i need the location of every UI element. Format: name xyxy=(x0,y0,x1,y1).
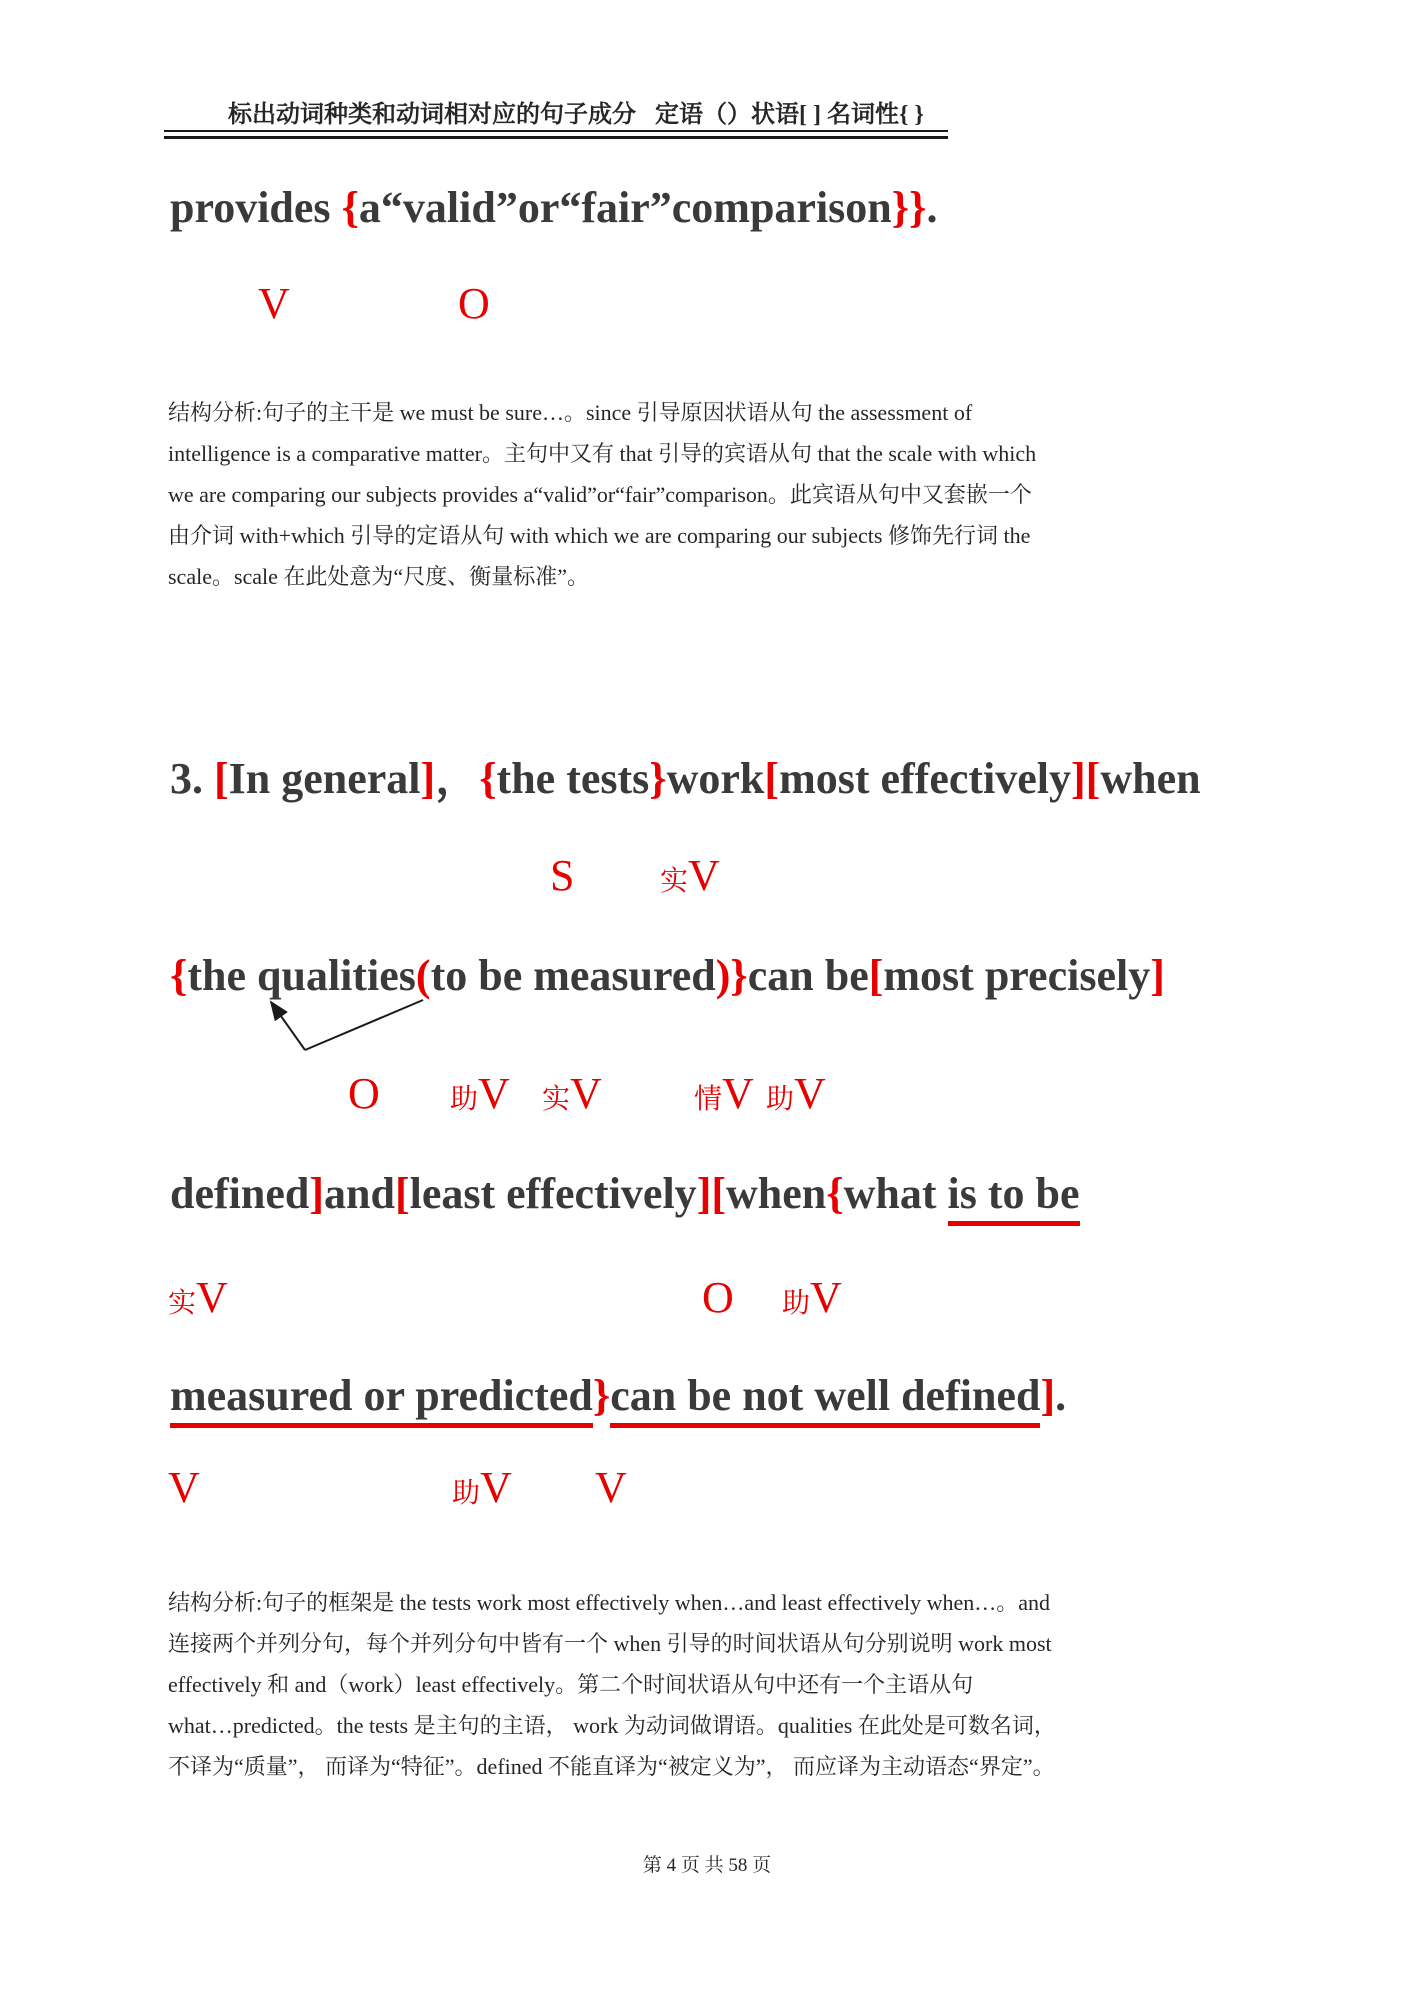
grammar-bracket-mark: [ xyxy=(394,1169,410,1218)
sentence3-line4 xyxy=(170,1370,1066,1421)
grammar-bracket-mark: } xyxy=(730,951,748,1000)
analysis-line: 由介词 with+which 引导的定语从句 with which we are comparing our subjects 修饰先行词 the xyxy=(168,523,1031,548)
sentence-text: least effectively xyxy=(409,1169,697,1218)
grammar-bracket-mark: ] xyxy=(1071,754,1086,803)
grammar-bracket-mark: ] xyxy=(420,754,436,803)
grammar-bracket-mark: [ xyxy=(764,754,780,803)
grammar-bracket-mark: } xyxy=(592,1371,611,1420)
header-legend: 定语（）状语[ ] 名词性{ } xyxy=(655,102,924,128)
label-letter: O xyxy=(348,1069,380,1118)
label-letter: V xyxy=(258,279,290,328)
label-letter: V xyxy=(794,1069,826,1118)
grammar-bracket-mark: { xyxy=(341,183,359,232)
label-letter: V xyxy=(570,1069,602,1118)
label-letter: V xyxy=(168,1463,200,1512)
sentence2-analysis-paragraph xyxy=(168,392,1263,597)
sentence-text: can be xyxy=(747,951,869,1000)
sentence-text: provides xyxy=(170,183,342,232)
analysis-line: what…predicted。the tests 是主句的主语， work 为动词做谓语。qualities 在此处是可数名词， xyxy=(168,1713,1056,1738)
sentence-text: ， xyxy=(435,754,480,803)
analysis-line: intelligence is a comparative matter。主句中又有 that 引导的宾语从句 that the scale with which xyxy=(168,441,1037,466)
sentence3-labels-row1 xyxy=(0,850,1414,908)
grammar-role-label xyxy=(450,1068,510,1119)
sentence-text: a“valid”or“fair”comparison xyxy=(358,183,892,232)
sentence-text: work xyxy=(666,754,765,803)
sentence-text: most effectively xyxy=(779,754,1072,803)
label-chinese-prefix: 助 xyxy=(450,1084,479,1115)
label-letter: V xyxy=(810,1273,842,1322)
label-chinese-prefix: 情 xyxy=(694,1084,723,1115)
label-letter: O xyxy=(458,279,490,328)
grammar-role-label xyxy=(595,1462,627,1513)
analysis-line: 结构分析:句子的框架是 the tests work most effectively when…and least effectively when…。and xyxy=(168,1590,1051,1615)
sentence-text: to be measured xyxy=(430,951,716,1000)
grammar-role-label xyxy=(694,1068,754,1119)
grammar-role-label xyxy=(258,278,290,329)
label-letter: V xyxy=(595,1463,627,1512)
grammar-bracket-mark: } xyxy=(649,754,667,803)
grammar-role-label xyxy=(782,1272,842,1323)
grammar-role-label xyxy=(168,1272,228,1323)
sentence-text: In general xyxy=(228,754,421,803)
grammar-bracket-mark: [ xyxy=(711,1169,726,1218)
sentence-text: measured or predicted xyxy=(170,1371,593,1428)
grammar-bracket-mark: { xyxy=(170,951,188,1000)
grammar-bracket-mark: [ xyxy=(214,754,229,803)
label-letter: V xyxy=(196,1273,228,1322)
analysis-line: 不译为“质量”， 而译为“特征”。defined 不能直译为“被定义为”， 而应译为主动语态“界定”。 xyxy=(168,1754,1055,1779)
sentence3-labels-row4 xyxy=(0,1462,1414,1520)
grammar-bracket-mark: ] xyxy=(309,1169,325,1218)
label-chinese-prefix: 实 xyxy=(660,866,689,897)
qualities-annotation-arrow xyxy=(255,993,430,1055)
label-letter: V xyxy=(480,1463,512,1512)
sentence2-continuation-line xyxy=(170,182,937,233)
sentence-text: . xyxy=(1055,1371,1067,1420)
grammar-bracket-mark: [ xyxy=(868,951,884,1000)
sentence-text: when xyxy=(726,1169,827,1218)
grammar-role-label xyxy=(550,850,574,901)
sentence-text: most precisely xyxy=(883,951,1151,1000)
page-number: 第 4 页 共 58 页 xyxy=(642,1855,772,1876)
sentence-text: defined xyxy=(170,1169,310,1218)
grammar-role-label xyxy=(452,1462,512,1513)
sentence-text: when xyxy=(1100,754,1201,803)
grammar-bracket-mark: ] xyxy=(1040,1371,1056,1420)
analysis-line: 连接两个并列分句，每个并列分句中皆有一个 when 引导的时间状语从句分别说明 work most xyxy=(168,1631,1052,1656)
label-letter: V xyxy=(688,851,720,900)
grammar-role-label xyxy=(766,1068,826,1119)
grammar-bracket-mark: ( xyxy=(415,951,431,1000)
grammar-role-label xyxy=(458,278,490,329)
grammar-role-label xyxy=(168,1462,200,1513)
header-divider xyxy=(164,130,948,139)
label-chinese-prefix: 助 xyxy=(452,1478,481,1509)
sentence2-grammar-labels xyxy=(0,278,1414,336)
sentence3-line3 xyxy=(170,1168,1080,1219)
grammar-bracket-mark: ) xyxy=(715,951,731,1000)
sentence-text: and xyxy=(324,1169,395,1218)
grammar-role-label xyxy=(660,850,720,901)
grammar-bracket-mark: { xyxy=(479,754,497,803)
label-chinese-prefix: 实 xyxy=(542,1084,571,1115)
analysis-line: effectively 和 and（work）least effectively。第二个时间状语从句中还有一个主语从句 xyxy=(168,1672,974,1697)
grammar-bracket-mark: [ xyxy=(1085,754,1101,803)
sentence3-analysis-paragraph xyxy=(168,1582,1263,1787)
analysis-line: we are comparing our subjects provides a“valid”or“fair”comparison。此宾语从句中又套嵌一个 xyxy=(168,482,1032,507)
label-chinese-prefix: 助 xyxy=(782,1288,811,1319)
sentence-text: 3. xyxy=(170,754,214,803)
grammar-role-label xyxy=(542,1068,602,1119)
sentence3-labels-row3 xyxy=(0,1272,1414,1330)
label-letter: V xyxy=(478,1069,510,1118)
sentence-text: can be not well defined xyxy=(610,1371,1040,1428)
sentence-text: . xyxy=(926,183,938,232)
grammar-bracket-mark: { xyxy=(826,1169,844,1218)
label-chinese-prefix: 实 xyxy=(168,1288,197,1319)
analysis-line: scale。scale 在此处意为“尺度、衡量标准”。 xyxy=(168,564,589,589)
sentence3-line1 xyxy=(170,742,1201,806)
header-left-title: 标出动词种类和动词相对应的句子成分 xyxy=(228,102,636,128)
sentence-text: the qualities xyxy=(187,951,416,1000)
label-letter: S xyxy=(550,851,575,900)
grammar-bracket-mark: }} xyxy=(891,183,927,232)
sentence-text: what xyxy=(843,1169,948,1218)
grammar-role-label xyxy=(348,1068,380,1119)
label-chinese-prefix: 助 xyxy=(766,1084,795,1115)
analysis-line: 结构分析:句子的主干是 we must be sure…。since 引导原因状语从句 the assessment of xyxy=(168,400,973,425)
sentence-text: the tests xyxy=(496,754,650,803)
label-letter: V xyxy=(722,1069,754,1118)
grammar-bracket-mark: ] xyxy=(696,1169,712,1218)
grammar-bracket-mark: ] xyxy=(1150,951,1165,1000)
sentence3-labels-row2 xyxy=(0,1068,1414,1126)
label-letter: O xyxy=(702,1273,734,1322)
grammar-role-label xyxy=(702,1272,734,1323)
sentence-text: is to be xyxy=(948,1169,1080,1226)
